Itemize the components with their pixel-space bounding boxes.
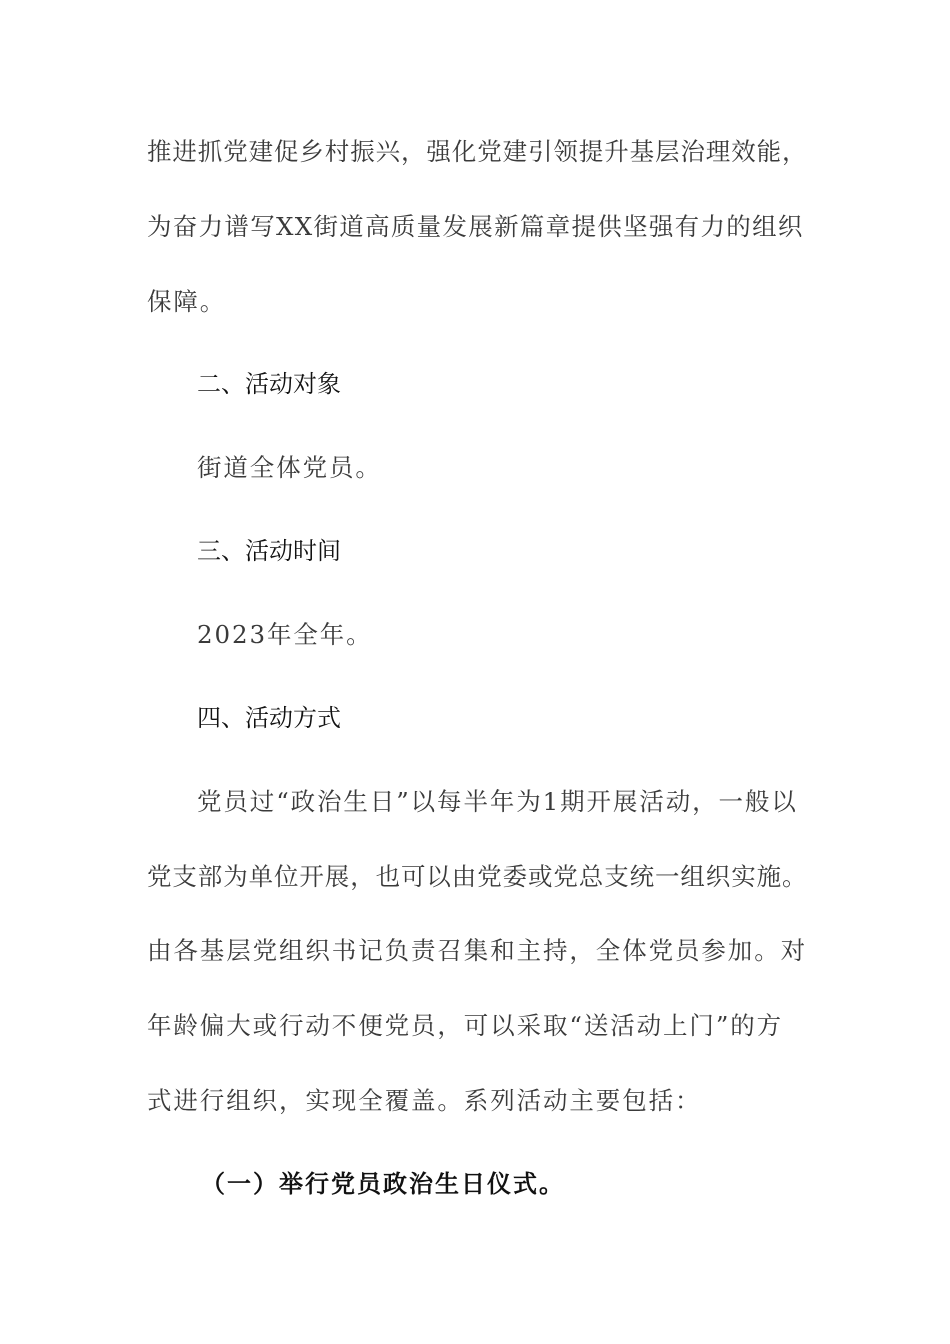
paragraph-line: 保障。 [147, 287, 227, 316]
subsection-heading: （一）举行党员政治生日仪式。 [201, 1170, 565, 1198]
paragraph-line: 式进行组织，实现全覆盖。系列活动主要包括： [147, 1086, 702, 1115]
section-heading: 三、活动时间 [197, 537, 341, 565]
paragraph-line: 党支部为单位开展，也可以由党委或党总支统一组织实施。 [147, 862, 808, 891]
paragraph-line: 由各基层党组织书记负责召集和主持，全体党员参加。对 [147, 936, 807, 965]
paragraph-line: 党员过“政治生日”以每半年为1期开展活动，一般以 [197, 787, 798, 816]
section-body: 街道全体党员。 [197, 453, 382, 482]
section-heading: 四、活动方式 [197, 704, 341, 732]
paragraph-line: 推进抓党建促乡村振兴，强化党建引领提升基层治理效能， [147, 137, 808, 166]
section-body: 2023年全年。 [197, 620, 373, 649]
paragraph-line: 年龄偏大或行动不便党员，可以采取“送活动上门”的方 [147, 1011, 784, 1040]
section-heading: 二、活动对象 [197, 370, 341, 398]
paragraph-line: 为奋力谱写XX街道高质量发展新篇章提供坚强有力的组织 [147, 212, 804, 241]
